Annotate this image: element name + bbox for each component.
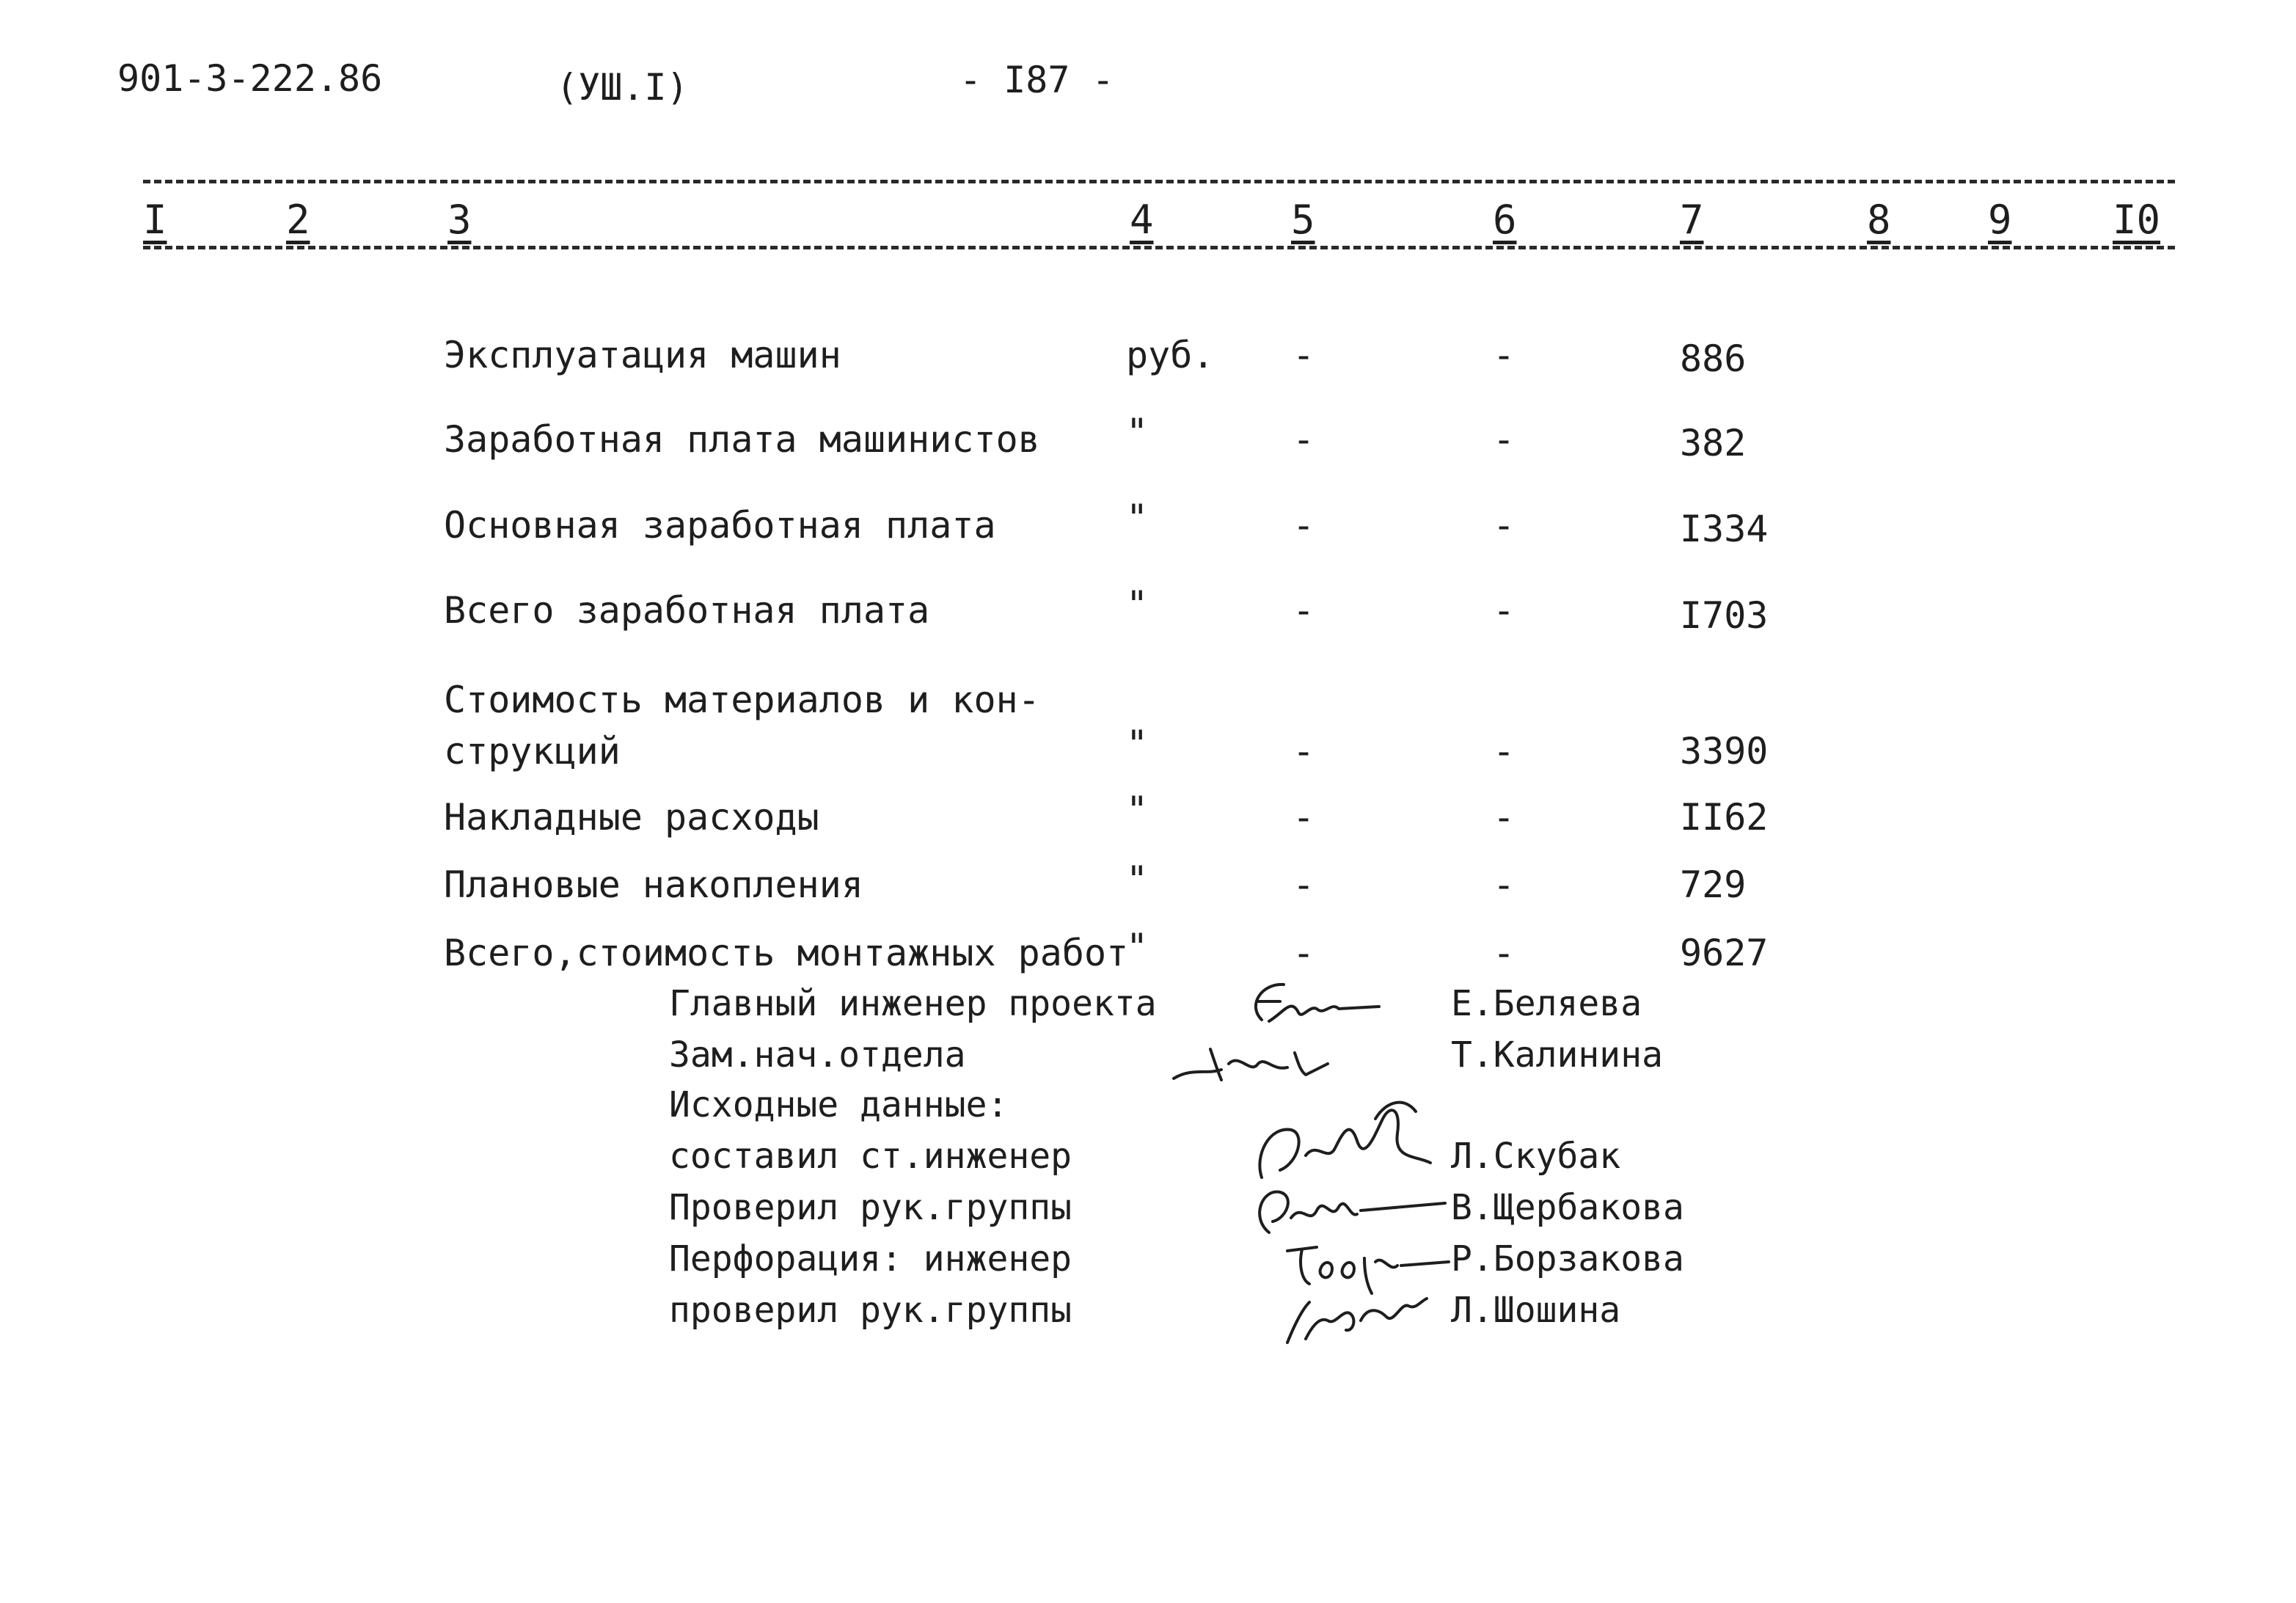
signature-role: Перфорация: инженер [669,1238,1072,1279]
signature-name: В.Щербакова [1451,1187,1684,1228]
column-number-6: 6 [1493,197,1517,243]
row-value: 382 [1680,422,1747,464]
header-rule-bottom [143,246,2175,249]
row-text: Всего,стоимость монтажных работ [444,932,1129,974]
signature-name: Л.Шошина [1451,1290,1621,1331]
row-col6: - [1493,589,1516,632]
row-unit: " [1126,411,1149,453]
row-col5: - [1293,334,1315,376]
signature-name: Р.Борзакова [1451,1238,1684,1279]
row-col6: - [1493,418,1516,461]
row-unit: " [1126,583,1149,626]
row-unit: " [1126,723,1149,765]
row-value: II62 [1680,796,1769,839]
signature-scribble-shoshina [1276,1280,1452,1346]
row-unit: " [1126,926,1149,968]
row-value: I703 [1680,594,1769,637]
signature-role: Зам.нач.отдела [669,1034,966,1076]
row-col5: - [1293,796,1315,839]
row-col5: - [1293,730,1315,773]
row-value: 729 [1680,863,1747,906]
row-unit: " [1126,858,1149,901]
document-code: 901-3-222.86 [117,57,383,100]
row-col5: - [1293,932,1315,974]
signature-role: проверил рук.группы [669,1290,1072,1331]
column-number-5: 5 [1291,197,1315,243]
signature-role: Главный инженер проекта [669,983,1157,1024]
signature-role: составил ст.инженер [669,1136,1072,1177]
column-number-10: I0 [2113,197,2161,243]
signature-name: Т.Калинина [1451,1034,1663,1076]
row-col6: - [1493,334,1516,376]
row-col5: - [1293,504,1315,547]
row-col5: - [1293,418,1315,461]
column-number-8: 8 [1867,197,1891,243]
row-text: Основная заработная плата [444,504,996,547]
row-text: Накладные расходы [444,796,819,839]
column-number-3: 3 [447,197,472,243]
signature-scribble-beliaeva [1240,976,1386,1034]
column-number-9: 9 [1988,197,2012,243]
signature-name: Л.Скубак [1451,1136,1621,1177]
signature-scribble-kalinina [1170,1034,1361,1093]
row-col6: - [1493,863,1516,906]
row-value: 886 [1680,337,1747,380]
column-number-4: 4 [1130,197,1154,243]
row-text: Заработная плата машинистов [444,418,1040,461]
row-col6: - [1493,796,1516,839]
section-code: (УШ.I) [556,66,689,109]
row-text: Эксплуатация машин [444,334,841,376]
row-col6: - [1493,932,1516,974]
row-col5: - [1293,863,1315,906]
row-value: 9627 [1680,932,1769,974]
signature-name: Е.Беляева [1451,983,1642,1024]
header-rule-top [143,180,2175,183]
row-col6: - [1493,504,1516,547]
row-unit: " [1126,497,1149,539]
signature-role: Исходные данные: [669,1084,1009,1125]
row-col5: - [1293,589,1315,632]
row-text-continuation: струкций [444,730,621,773]
row-text: Всего заработная плата [444,589,930,632]
row-unit: руб. [1126,334,1215,376]
row-value: I334 [1680,508,1769,550]
column-number-7: 7 [1680,197,1704,243]
row-value: 3390 [1680,730,1769,773]
row-text: Плановые накопления [444,863,863,906]
page-number: - I87 - [959,59,1114,101]
row-unit: " [1126,789,1149,831]
row-col6: - [1493,730,1516,773]
column-number-1: I [143,197,167,243]
row-text: Стоимость материалов и кон- [444,679,1040,721]
column-number-2: 2 [286,197,310,243]
signature-role: Проверил рук.группы [669,1187,1072,1228]
